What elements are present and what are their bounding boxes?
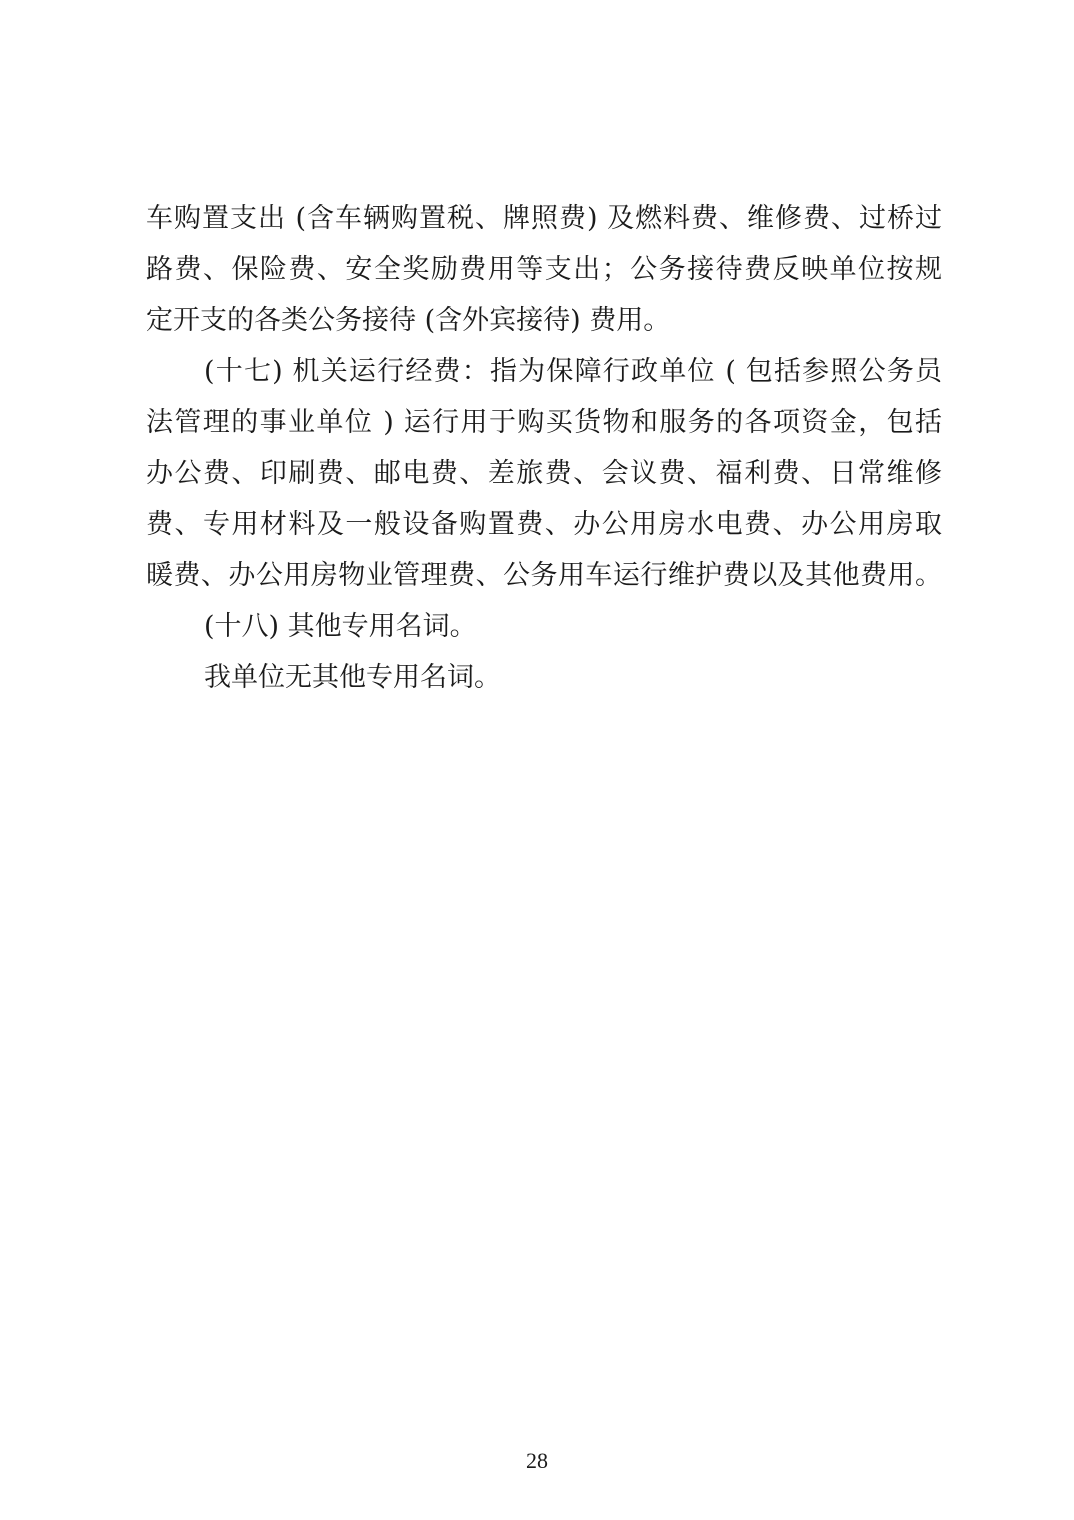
- text-line: 我单位无其他专用名词。: [204, 662, 501, 693]
- text-line: 费、专用材料及一般设备购置费、办公用房水电费、办公用房取: [146, 509, 942, 540]
- page-number: 28: [526, 1448, 548, 1473]
- text-line: 路费、保险费、安全奖励费用等支出；公务接待费反映单位按规: [146, 254, 942, 285]
- text-line: 暖费、办公用房物业管理费、公务用车运行维护费以及其他费用。: [146, 560, 942, 591]
- text-line: 办公费、印刷费、邮电费、差旅费、会议费、福利费、日常维修: [146, 458, 942, 489]
- section-heading-17: (十七) 机关运行经费：指为保障行政单位 ( 包括参照公务员: [204, 356, 942, 387]
- body-text: [146, 193, 942, 703]
- text-line: 定开支的各类公务接待 (含外宾接待) 费用。: [146, 305, 671, 336]
- text-line: 法管理的事业单位 ) 运行用于购买货物和服务的各项资金，包括: [146, 407, 942, 438]
- section-heading-18: (十八) 其他专用名词。: [204, 611, 477, 642]
- text-line: 车购置支出 (含车辆购置税、牌照费) 及燃料费、维修费、过桥过: [146, 203, 942, 234]
